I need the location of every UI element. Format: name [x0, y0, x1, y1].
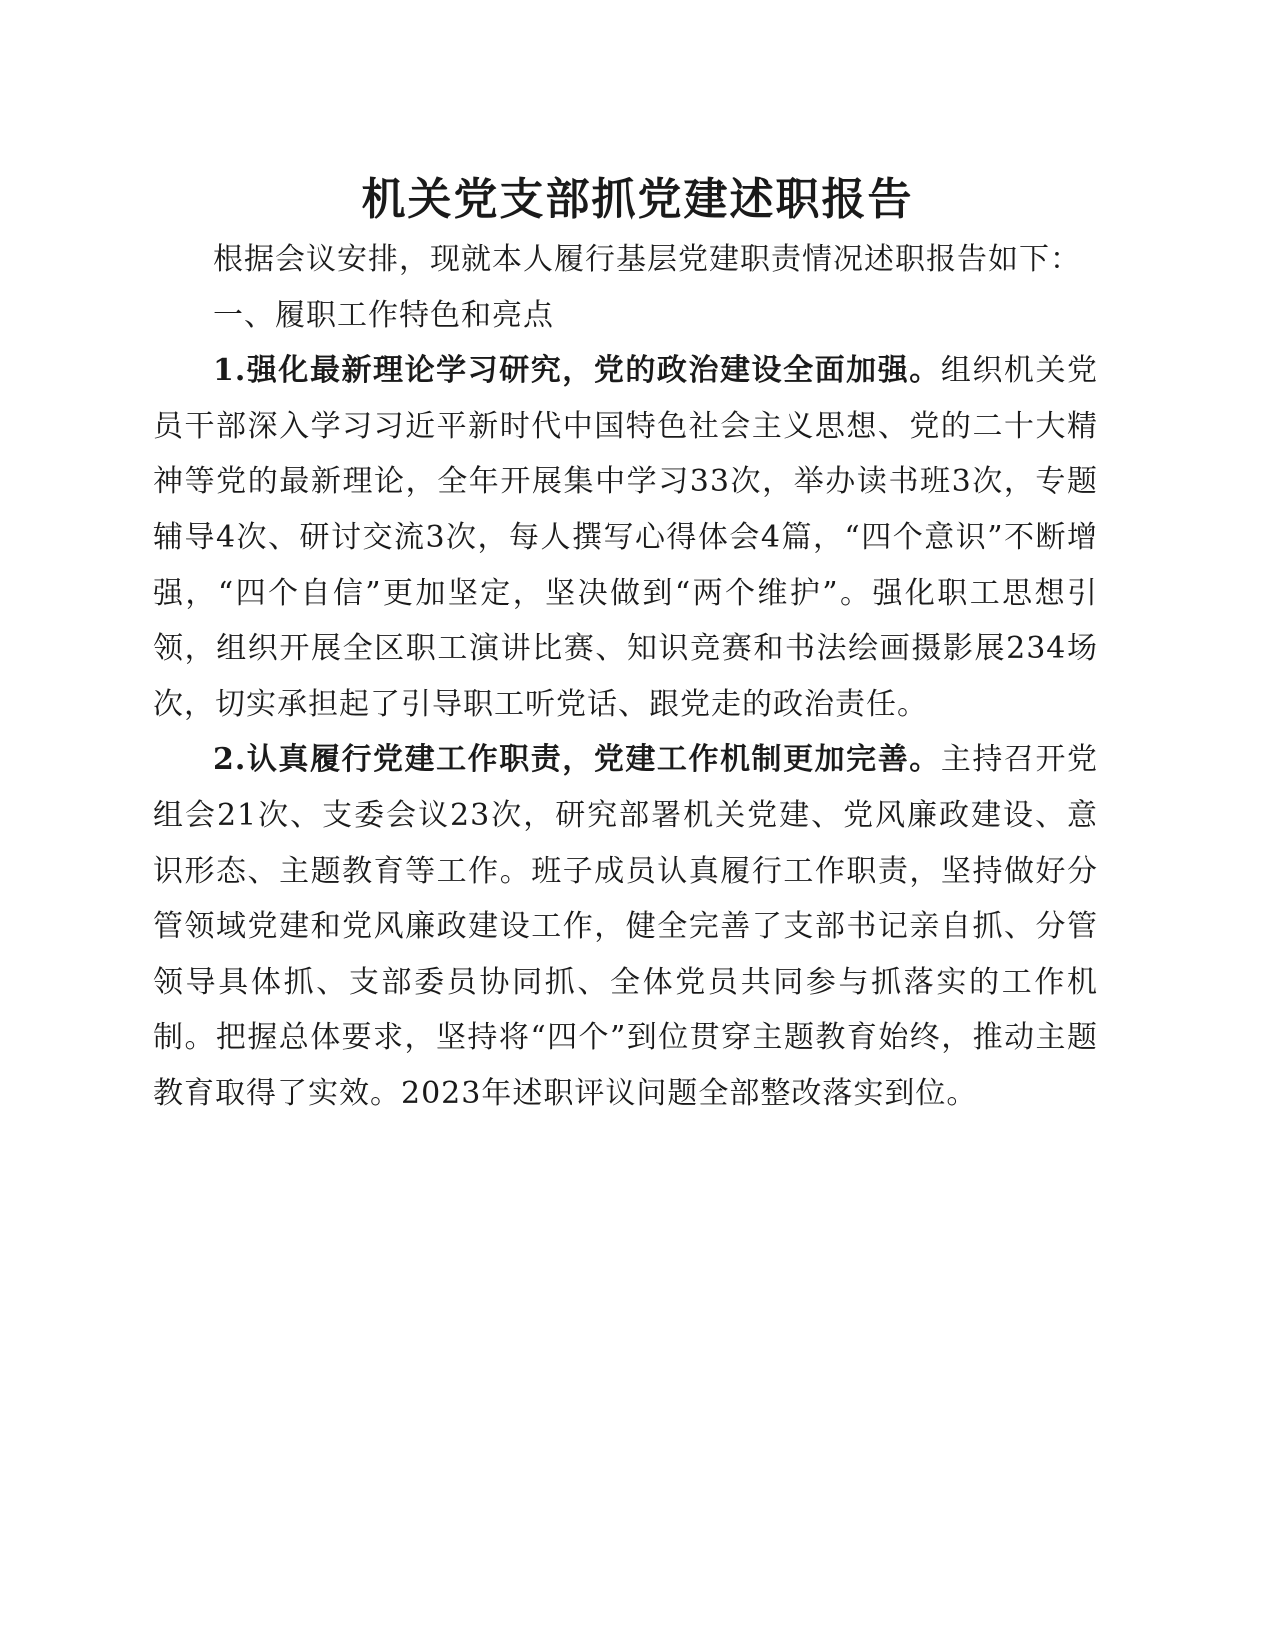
- document-title: 机关党支部抓党建述职报告: [361, 174, 914, 225]
- point-1-lead: 1.强化最新理论学习研究，党的政治建设全面加强。: [213, 353, 941, 389]
- point-1-text: 组织机关党员干部深入学习习近平新时代中国特色社会主义思想、党的二十大精神等党的最新理论，全年开展集中学习33次，举办读书班3次，专题辅导4次、研讨交流3次，每人撰写心得体会4篇，“四个意识”不断增强，“四个自信”更加坚定，坚决做到“两个维护”。强化职工思想引领，组织开展全区职工演讲比赛、知识竞赛和书法绘画摄影展234场次，切实承担起了引导职工听党话、跟党走的政治责任。: [153, 353, 1099, 722]
- point-2-lead: 2.认真履行党建工作职责，党建工作机制更加完善。: [213, 742, 941, 778]
- point-1-paragraph: [153, 343, 1098, 732]
- point-2-text: 主持召开党组会21次、支委会议23次，研究部署机关党建、党风廉政建设、意识形态、主题教育等工作。班子成员认真履行工作职责，坚持做好分管领域党建和党风廉政建设工作，健全完善了支部书记亲自抓、分管领导具体抓、支部委员协同抓、全体党员共同参与抓落实的工作机制。把握总体要求，坚持将“四个”到位贯穿主题教育始终，推动主题教育取得了实效。2023年述职评议问题全部整改落实到位。: [153, 742, 1099, 1111]
- section-heading: 一、履职工作特色和亮点: [213, 297, 554, 333]
- document-body: [153, 232, 1098, 1122]
- intro-paragraph: 根据会议安排，现就本人履行基层党建职责情况述职报告如下：: [213, 242, 1081, 277]
- point-2-paragraph: [153, 732, 1098, 1121]
